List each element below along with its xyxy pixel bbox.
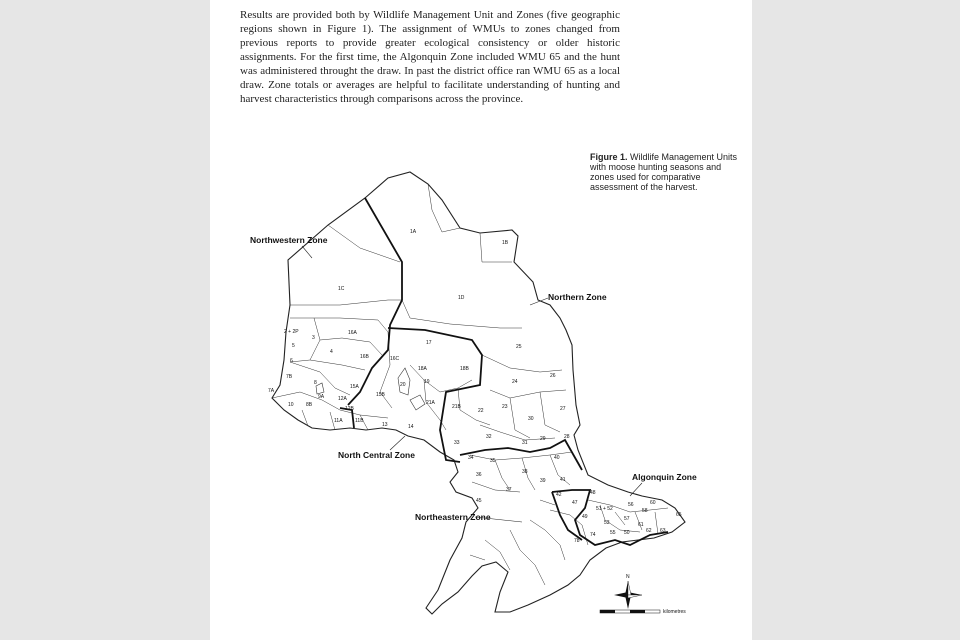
wmu-label: 78 (574, 538, 580, 544)
wmu-label: 40 (554, 455, 560, 461)
zone-boundaries (340, 198, 668, 545)
wmu-label: 50 (624, 530, 630, 536)
wmu-label: 32 (486, 434, 492, 440)
wmu-label: 18B (460, 366, 469, 372)
wmu-label: 30 (528, 416, 534, 422)
wmu-label: 26 (550, 373, 556, 379)
wmu-label: 16A (348, 330, 357, 336)
wmu-label: 10 (288, 402, 294, 408)
wmu-label: 18A (418, 366, 427, 372)
wmu-label: 3 (312, 335, 315, 341)
wmu-label: 12A (338, 396, 347, 402)
wmu-label: 57 (624, 516, 630, 522)
wmu-label: 11A (334, 418, 343, 424)
wmu-label: 61 (638, 522, 644, 528)
lake-features (316, 368, 425, 410)
wmu-label: 58 (642, 508, 648, 514)
wmu-label: 38 (522, 469, 528, 475)
province-outline (272, 172, 685, 614)
wmu-label: 9A (318, 394, 325, 400)
wmu-label: 19 (424, 379, 430, 385)
wmu-label: 22 (478, 408, 484, 414)
wmu-label: 47 (572, 500, 578, 506)
wmu-label: 7A (268, 388, 275, 394)
label-northeastern-zone: Northeastern Zone (415, 512, 491, 522)
scale-unit-label: kilometres (663, 609, 686, 615)
wmu-label: 11B (355, 418, 364, 424)
wmu-label: 4 (330, 349, 333, 355)
wmu-label: 42 (556, 492, 562, 498)
wmu-label: 1D (458, 295, 465, 301)
wmu-label: 74 (590, 532, 596, 538)
wmu-label: 8 (314, 380, 317, 386)
wmu-label: 15B (376, 392, 385, 398)
wmu-label: 27 (560, 406, 566, 412)
wmu-label: 45 (476, 498, 482, 504)
wmu-label: 35 (490, 458, 496, 464)
label-northern-zone: Northern Zone (548, 292, 607, 302)
wmu-label: 14 (408, 424, 414, 430)
figure-caption-label: Figure 1. (590, 152, 628, 162)
boundary-northeastern-northern (460, 440, 582, 470)
wmu-label: 49 (582, 514, 588, 520)
wmu-label: 1C (338, 286, 345, 292)
wmu-label: 28 (564, 434, 570, 440)
wmu-label: 8B (306, 402, 313, 408)
wmu-label: 7B (286, 374, 293, 380)
wmu-label: 48 (590, 490, 596, 496)
wmu-label: 62 (646, 528, 652, 534)
wmu-label: 16B (360, 354, 369, 360)
wmu-label: 36 (476, 472, 482, 478)
label-north-central-zone: North Central Zone (338, 450, 415, 460)
wmu-label: 15A (350, 384, 359, 390)
wmu-label: 37 (506, 487, 512, 493)
ontario-wmu-map (210, 0, 752, 640)
wmu-label: 13 (382, 422, 388, 428)
wmu-label: 63 (660, 528, 666, 534)
wmu-label: 16C (390, 356, 400, 362)
compass-north-label: N (626, 574, 630, 580)
body-paragraph: Results are provided both by Wildlife Management Unit and Zones (five geographic regions shown in Figure 1). The assignment of WMUs to zones changed from previous reports to provide greater ecological consistency or older historic assignments. For the first time, the Algonquin Zone included WMU 65 and the hunt was administered throught the draw. In past the district office ran WMU 65 as a local draw. Zone totals or averages are helpful to facilitate understanding of hunting and harvest characteristics through comparisons across the province. (240, 9, 620, 105)
wmu-label: 55 (610, 530, 616, 536)
wmu-label: 41 (560, 477, 566, 483)
wmu-label: 1A (410, 229, 417, 235)
label-algonquin-zone: Algonquin Zone (632, 472, 697, 482)
wmu-label: 6 (290, 358, 293, 364)
label-northwestern-zone: Northwestern Zone (250, 235, 328, 245)
wmu-label: 65 (676, 512, 682, 518)
zone-labels (250, 235, 697, 522)
wmu-label: 53 (604, 520, 610, 526)
scale-bar (600, 609, 686, 615)
wmu-label: 21B (452, 404, 461, 410)
wmu-label: 2 + 2P (284, 329, 299, 335)
compass-rose (614, 574, 642, 609)
wmu-label: 33 (454, 440, 460, 446)
wmu-label: 12B (345, 406, 354, 412)
wmu-label: 1B (502, 240, 509, 246)
wmu-label: 51 + 52 (596, 506, 613, 512)
boundary-north-central-northern (388, 328, 482, 462)
wmu-label: 25 (516, 344, 522, 350)
wmu-label: 17 (426, 340, 432, 346)
wmu-label: 23 (502, 404, 508, 410)
wmu-label: 24 (512, 379, 518, 385)
wmu-label: 34 (468, 455, 474, 461)
wmu-label: 21A (426, 400, 435, 406)
figure-caption-text: Wildlife Management Units with moose hunting seasons and zones used for comparative assessment of the harvest. (590, 152, 738, 192)
wmu-label: 29 (540, 436, 546, 442)
document-page (210, 0, 752, 640)
wmu-label: 60 (650, 500, 656, 506)
wmu-label: 20 (400, 382, 406, 388)
wmu-label: 39 (540, 478, 546, 484)
wmu-label: 5 (292, 343, 295, 349)
wmu-label: 56 (628, 502, 634, 508)
wmu-label: 31 (522, 440, 528, 446)
